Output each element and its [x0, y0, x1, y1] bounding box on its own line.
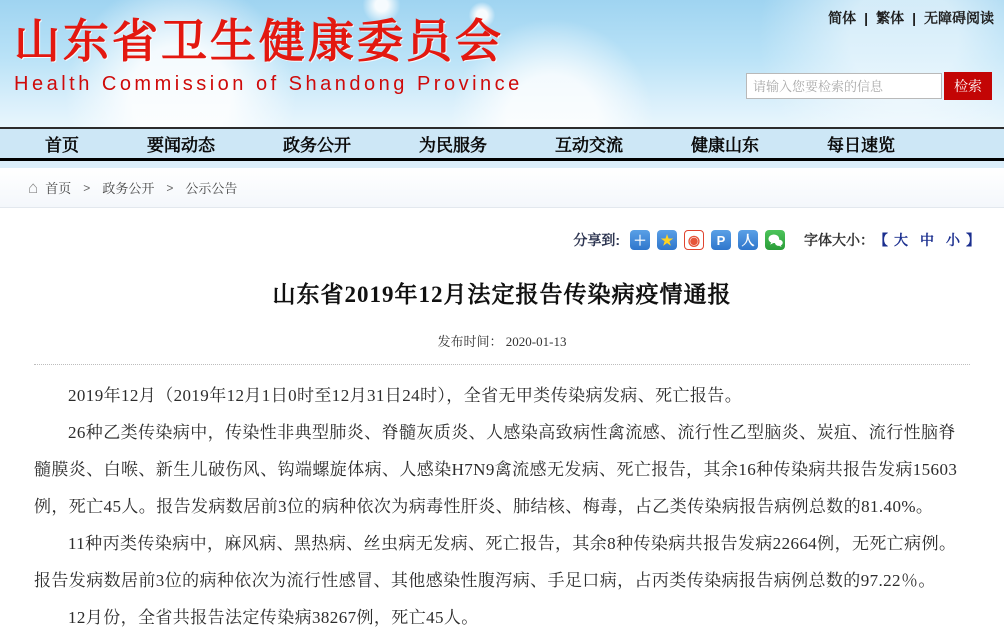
article-paragraph: 11种丙类传染病中，麻风病、黑热病、丝虫病无发病、死亡报告，其余8种传染病共报告发病22664例，无死亡病例。报告发病数居前3位的病种依次为流行性感冒、其他感染性腹泻病、手足口病，占丙类传染病报告病例总数的97.22％。 — [34, 534, 957, 590]
article-paragraph: 2019年12月（2019年12月1日0时至12月31日24时），全省无甲类传染病发病、死亡报告。 — [68, 386, 743, 405]
main-nav — [0, 127, 1004, 161]
link-simplified-chinese[interactable]: 简体 — [828, 10, 857, 26]
nav-item-public-service[interactable]: 为民服务 — [419, 136, 487, 155]
nav-item-daily-digest[interactable]: 每日速览 — [827, 136, 895, 155]
search-bar — [746, 72, 992, 100]
language-links — [828, 8, 994, 28]
site-title: 山东省卫生健康委员会 — [14, 15, 504, 67]
share-label: 分享到: — [573, 232, 620, 248]
font-size-large[interactable]: 大 — [894, 232, 908, 248]
wechat-icon[interactable] — [765, 230, 785, 250]
site-subtitle: Health Commission of Shandong Province — [14, 73, 523, 96]
wechat-bubbles-glyph — [768, 234, 783, 247]
article-page — [0, 230, 1004, 636]
font-size-small[interactable]: 小 — [946, 232, 960, 248]
site-header — [0, 0, 1004, 127]
tencent-p-icon[interactable]: P — [711, 230, 731, 250]
home-icon: ⌂ — [28, 178, 39, 197]
article-body — [20, 371, 984, 636]
nav-item-news[interactable]: 要闻动态 — [147, 136, 215, 155]
search-button[interactable]: 检索 — [944, 72, 992, 100]
nav-item-interaction[interactable]: 互动交流 — [555, 136, 623, 155]
breadcrumb — [0, 168, 1004, 208]
article-paragraph: 26种乙类传染病中，传染性非典型肺炎、脊髓灰质炎、人感染高致病性禽流感、流行性乙型脑炎、炭疽、流行性脑脊髓膜炎、白喉、新生儿破伤风、钩端螺旋体病、人感染H7N9禽流感无发病、死亡报告，其余16种传染病共报告发病15603例，死亡45人。报告发病数居前3位的病种依次为病毒性肝炎、肺结核、梅毒，占乙类传染病报告病例总数的81.40%。 — [34, 423, 958, 516]
link-accessibility[interactable]: 无障碍阅读 — [924, 10, 994, 26]
breadcrumb-public-notices[interactable]: 公示公告 — [185, 181, 238, 196]
font-size-bracket-open: 【 — [874, 232, 888, 248]
publish-date-value: 2020-01-13 — [505, 334, 567, 349]
nav-item-home[interactable]: 首页 — [45, 136, 79, 155]
font-size-bracket-close: 】 — [966, 232, 980, 248]
publish-date-row — [20, 331, 984, 350]
breadcrumb-home[interactable]: 首页 — [45, 181, 72, 196]
topbar-separator: | — [864, 10, 869, 26]
share-toolbar — [20, 230, 984, 250]
sina-weibo-icon[interactable]: ◉ — [684, 230, 704, 250]
qzone-icon[interactable]: ★ — [657, 230, 677, 250]
breadcrumb-separator: > — [166, 180, 174, 195]
link-traditional-chinese[interactable]: 繁体 — [876, 10, 905, 26]
nav-item-gov-affairs[interactable]: 政务公开 — [283, 136, 351, 155]
nav-bottom-strip — [0, 161, 1004, 168]
search-input[interactable] — [746, 73, 942, 99]
font-size-medium[interactable]: 中 — [920, 232, 934, 248]
site-logo[interactable] — [14, 14, 523, 96]
article-title: 山东省2019年12月法定报告传染病疫情通报 — [272, 282, 732, 307]
title-divider — [34, 364, 970, 365]
nav-item-healthy-shandong[interactable]: 健康山东 — [691, 136, 759, 155]
font-size-label: 字体大小： — [804, 232, 874, 248]
breadcrumb-separator: > — [83, 180, 91, 195]
renren-icon[interactable]: 人 — [738, 230, 758, 250]
publish-date-label: 发布时间： — [437, 334, 503, 349]
breadcrumb-gov-affairs[interactable]: 政务公开 — [102, 181, 155, 196]
share-more-icon[interactable]: ＋ — [630, 230, 650, 250]
topbar-separator: | — [912, 10, 916, 26]
article-paragraph: 12月份，全省共报告法定传染病38267例，死亡45人。 — [68, 608, 479, 627]
